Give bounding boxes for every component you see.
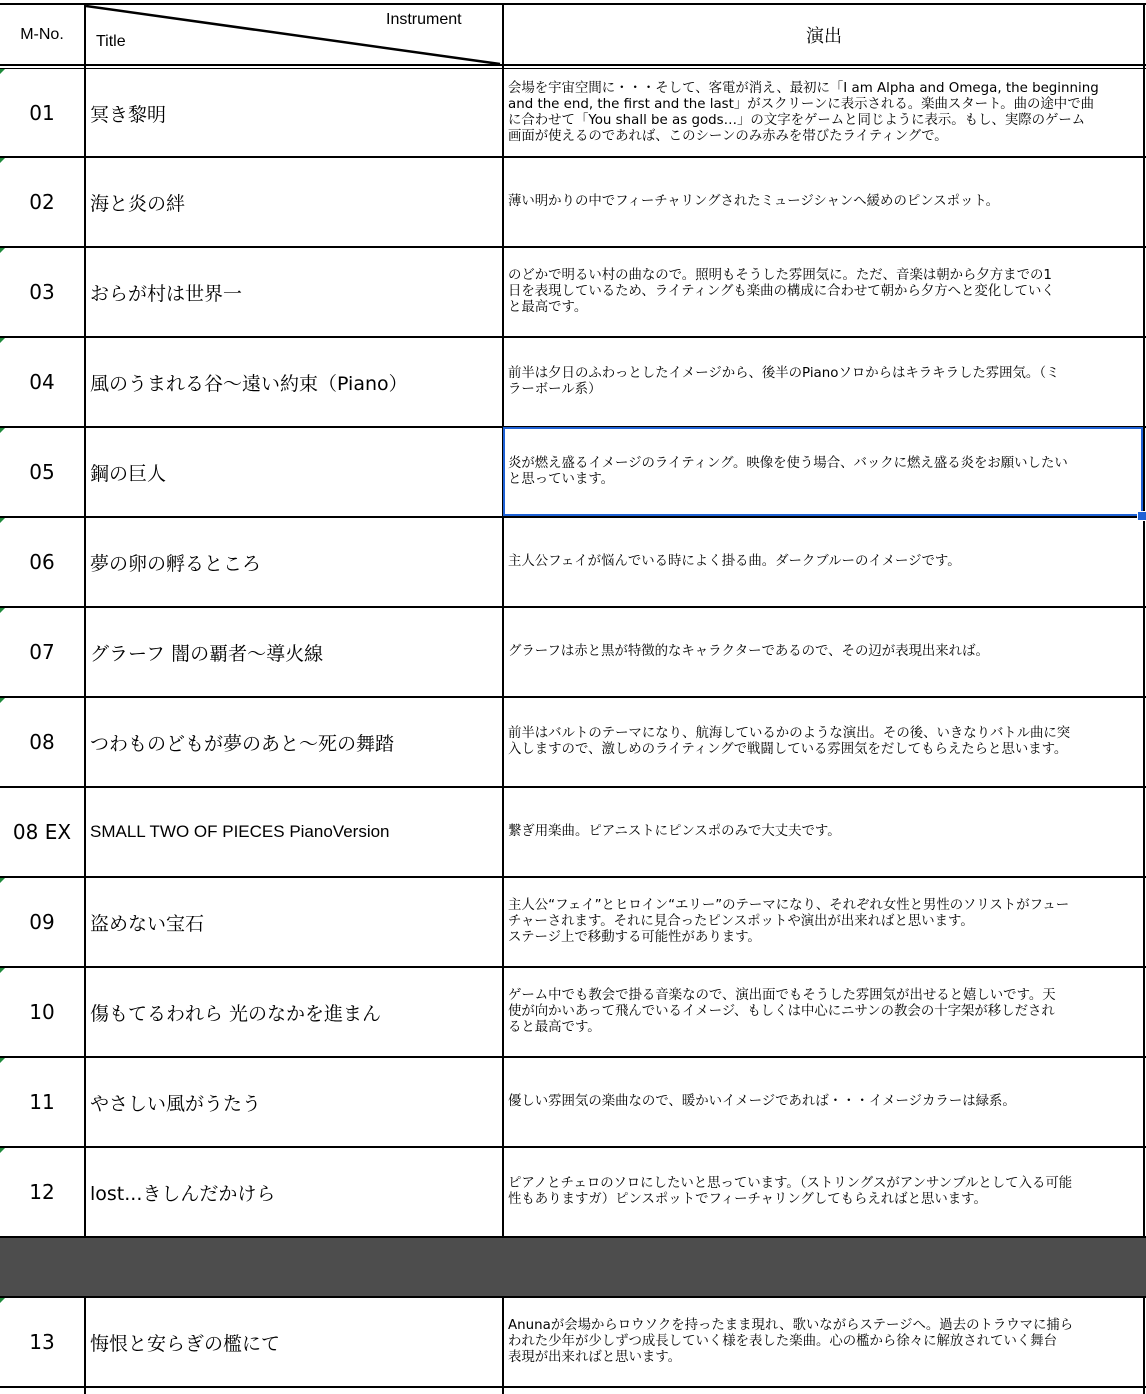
grid-line [1143,4,1145,1394]
header-title[interactable]: Title [96,33,126,50]
row-title[interactable]: グラーフ 闇の覇者～導火線 [90,642,324,665]
row-description[interactable]: 薄い明かりの中でフィーチャリングされたミュージシャンへ緩めのピンスポット。 [508,194,999,209]
row-title[interactable]: つわものどもが夢のあと～死の舞踏 [90,732,395,755]
row-description[interactable]: 主人公“フェイ”とヒロイン“エリー”のテーマになり、それぞれ女性と男性のソリストがフュー チャーされます。それに見合ったピンスポットや演出が出来ればと思います。 ステージ上で移動する可能性があります。 [508,898,1070,945]
row-number[interactable]: 13 [29,1330,55,1354]
row-description[interactable]: のどかで明るい村の曲なので。照明もそうした雰囲気に。ただ、音楽は朝から夕方までの1 日を表現しているため、ライティングも楽曲の構成に合わせて朝から夕方へと変化していく と最高です。 [508,268,1055,315]
row-description[interactable]: グラーフは赤と黒が特徴的なキャラクターであるので、その辺が表現出来れば。 [508,644,989,659]
row-description[interactable]: 会場を宇宙空間に・・・そして、客電が消え、最初に「I am Alpha and Omega, the beginning and the end, the first and the last」がスクリーンに表示される。楽曲スタート。曲の途中で曲 に合わせて「You shall be as gods…」の文字をゲームと同じように表示。もし、実際のゲーム 画面が使えるのであれば、このシーンのみ赤みを帯びたライティングで。 [508,81,1099,144]
row-title[interactable]: 鋼の巨人 [90,462,167,485]
fill-handle[interactable] [1137,511,1146,521]
row-title[interactable]: SMALL TWO OF PIECES PianoVersion [90,822,390,841]
row-description[interactable]: 炎が燃え盛るイメージのライティング。映像を使う場合、バックに燃え盛る炎をお願いしたい と思っています。 [508,456,1068,487]
row-title[interactable]: 海と炎の絆 [90,192,186,215]
row-title[interactable]: やさしい風がうたう [90,1092,262,1115]
section-separator[interactable] [0,1238,1146,1296]
row-number[interactable]: 10 [29,1000,55,1024]
grid-line [502,1296,504,1394]
row-title[interactable]: 悔恨と安らぎの檻にて [90,1332,281,1355]
row-title[interactable]: 風のうまれる谷～遠い約束（Piano） [90,372,408,395]
row-title[interactable]: 冥き黎明 [90,103,167,126]
row-number[interactable]: 01 [29,101,55,125]
grid-line [0,1386,1146,1388]
grid-line [84,4,86,1394]
row-number[interactable]: 11 [29,1090,55,1114]
header-mno[interactable]: M-No. [20,26,64,43]
row-description[interactable]: 前半はバルトのテーマになり、航海しているかのような演出。その後、いきなりバトル曲に突 入しますので、激しめのライティングで戦闘している雰囲気をだしてもらえたらと思います。 [508,726,1071,757]
row-description[interactable]: 優しい雰囲気の楽曲なので、暖かいイメージであれば・・・イメージカラーは緑系。 [508,1094,1016,1109]
row-title[interactable]: lost...きしんだかけら [90,1182,276,1205]
row-number[interactable]: 09 [29,910,55,934]
row-number[interactable]: 02 [29,190,55,214]
row-number[interactable]: 06 [29,550,55,574]
row-description[interactable]: ピアノとチェロのソロにしたいと思っています。（ストリングスがアンサンブルとして入る可能 性もありますガ）ピンスポットでフィーチャリングしてもらえればと思います。 [508,1176,1073,1207]
row-number[interactable]: 03 [29,280,55,304]
row-description[interactable]: 前半は夕日のふわっとしたイメージから、後半のPianoソロからはキラキラした雰囲気。（ミ ラーボール系） [508,366,1060,397]
row-description[interactable]: ゲーム中でも教会で掛る音楽なので、演出面でもそうした雰囲気が出せると嬉しいです。天 使が向かいあって飛んでいるイメージ、もしくは中心にニサンの教会の十字架が移しだされ ると最高です。 [508,988,1056,1035]
row-title[interactable]: 傷もてるわれら 光のなかを進まん [90,1002,382,1025]
row-title[interactable]: おらが村は世界一 [90,282,243,305]
row-title[interactable]: 盗めない宝石 [90,912,205,935]
grid-line [0,64,1146,66]
row-number[interactable]: 07 [29,640,55,664]
grid-line [502,4,504,1238]
row-description[interactable]: Anunaが会場からロウソクを持ったまま現れ、歌いながらステージへ。過去のトラウマに捕ら われた少年が少しずつ成長していく様を表した楽曲。心の檻から徐々に解放されていく舞台 表現が出来ればと思います。 [508,1318,1074,1365]
row-number[interactable]: 12 [29,1180,55,1204]
row-title[interactable]: 夢の卵の孵るところ [90,552,262,575]
row-number[interactable]: 08 EX [12,820,72,844]
header-instrument[interactable]: Instrument [386,11,462,28]
row-number[interactable]: 05 [29,460,55,484]
cell-selection-border [503,427,1143,516]
header-enshutsu[interactable]: 演出 [806,26,842,47]
row-number[interactable]: 04 [29,370,55,394]
row-number[interactable]: 08 [29,730,55,754]
row-description[interactable]: 主人公フェイが悩んでいる時によく掛る曲。ダークブルーのイメージです。 [508,554,961,569]
row-description[interactable]: 繋ぎ用楽曲。ピアニストにピンスポのみで大丈夫です。 [508,824,841,839]
